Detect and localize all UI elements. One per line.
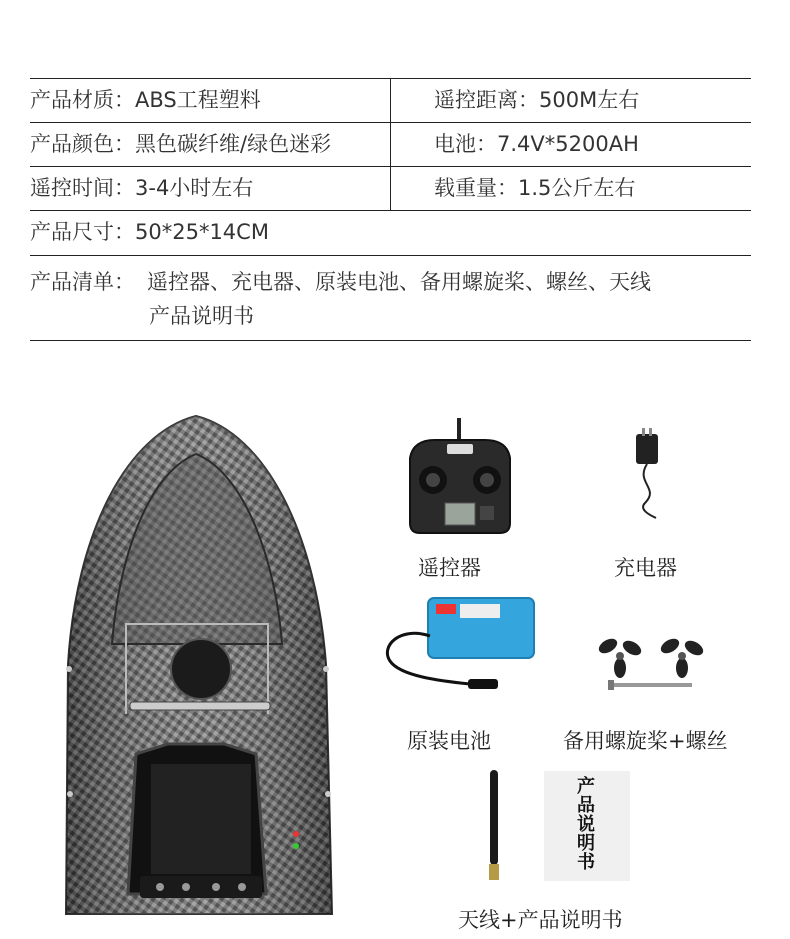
spec-load: 载重量：1.5公斤左右	[434, 176, 636, 200]
spec-material: 产品材质：ABS工程塑料	[30, 88, 261, 112]
spec-size: 产品尺寸：50*25*14CM	[30, 220, 269, 244]
spec-time: 遥控时间：3-4小时左右	[30, 176, 254, 200]
spec-list-line1: 遥控器、充电器、原装电池、备用螺旋桨、螺丝、天线	[147, 270, 651, 294]
spec-battery: 电池：7.4V*5200AH	[434, 132, 639, 156]
bait-boat-image	[56, 414, 356, 924]
charger-icon	[630, 428, 670, 523]
caption-propeller: 备用螺旋桨+螺丝	[563, 729, 728, 753]
caption-charger: 充电器	[614, 556, 677, 580]
caption-remote: 遥控器	[418, 556, 481, 580]
manual-card-text: 产品说明书	[577, 776, 595, 873]
antenna-icon	[484, 766, 504, 886]
remote-control-icon	[405, 418, 515, 538]
caption-antenna-manual: 天线+产品说明书	[458, 908, 623, 932]
table-rule-bottom	[30, 340, 751, 341]
table-divider	[390, 78, 391, 210]
battery-pack-icon	[380, 596, 540, 696]
spec-color: 产品颜色：黑色碳纤维/绿色迷彩	[30, 132, 332, 156]
spec-distance: 遥控距离：500M左右	[434, 88, 640, 112]
table-rule	[30, 255, 751, 256]
propeller-icon	[598, 628, 708, 698]
table-rule	[30, 210, 751, 211]
spec-list-line2: 产品说明书	[149, 304, 254, 328]
spec-list-label: 产品清单：	[30, 270, 135, 294]
manual-card	[544, 771, 630, 881]
caption-battery: 原装电池	[407, 729, 491, 753]
